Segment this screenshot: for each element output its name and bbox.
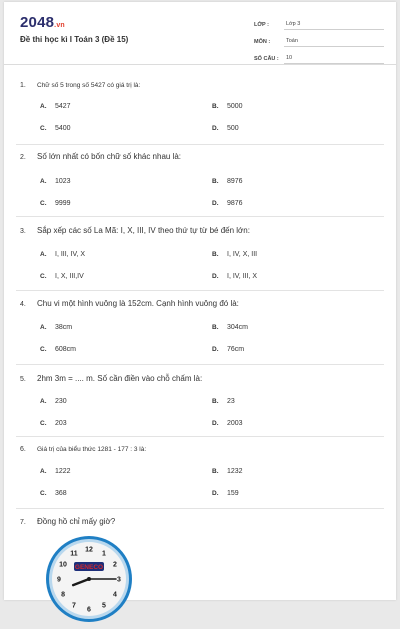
clock-numeral: 8: [61, 591, 65, 599]
option-d[interactable]: [212, 125, 239, 132]
question-stem: [20, 152, 380, 161]
option-letter: C.: [40, 420, 47, 427]
question-number: 7.: [20, 519, 26, 526]
option-a[interactable]: [40, 468, 71, 475]
option-letter: C.: [40, 200, 47, 207]
question-divider: [16, 144, 384, 145]
option-a[interactable]: [40, 103, 71, 110]
option-text: 8976: [227, 178, 243, 185]
option-c[interactable]: [40, 490, 67, 497]
meta-label: SỐ CÂU :: [254, 56, 279, 62]
option-text: 203: [55, 420, 67, 427]
option-b[interactable]: [212, 178, 243, 185]
option-text: 23: [227, 398, 235, 405]
option-text: 500: [227, 125, 239, 132]
question-text: Số lớn nhất có bốn chữ số khác nhau là:: [37, 152, 182, 161]
option-d[interactable]: [212, 273, 257, 280]
meta-value: Lớp 3: [284, 21, 384, 30]
clock-numeral: 6: [87, 606, 91, 614]
option-letter: D.: [212, 490, 219, 497]
question-stem: [20, 226, 380, 235]
question-number: 5.: [20, 376, 26, 383]
option-letter: A.: [40, 251, 47, 258]
option-letter: D.: [212, 125, 219, 132]
question-number: 2.: [20, 154, 26, 161]
option-letter: A.: [40, 324, 47, 331]
meta-row-count: [254, 50, 384, 64]
option-letter: B.: [212, 468, 219, 475]
option-text: 76cm: [227, 346, 245, 353]
option-text: 2003: [227, 420, 243, 427]
question-text: Sắp xếp các số La Mã: I, X, III, IV theo thứ tự từ bé đến lớn:: [37, 226, 250, 235]
clock-center: [87, 577, 91, 581]
question-text: 2hm 3m = .... m. Số cần điền vào chỗ chấm là:: [37, 374, 203, 383]
option-b[interactable]: [212, 324, 248, 331]
site-logo[interactable]: [20, 14, 65, 31]
option-text: 5000: [227, 103, 243, 110]
option-c[interactable]: [40, 273, 84, 280]
option-b[interactable]: [212, 103, 243, 110]
question-divider: [16, 364, 384, 365]
clock-numeral: 1: [102, 550, 106, 558]
option-text: 1232: [227, 468, 243, 475]
question-number: 6.: [20, 446, 26, 453]
option-c[interactable]: [40, 420, 67, 427]
option-letter: D.: [212, 420, 219, 427]
logo-domain: .vn: [54, 22, 65, 29]
clock-numeral: 3: [117, 576, 121, 584]
option-text: 608cm: [55, 346, 77, 353]
question-stem: [20, 299, 380, 308]
question-text: Giá trị của biểu thức 1281 - 177 : 3 là:: [37, 446, 147, 453]
option-text: 1222: [55, 468, 71, 475]
question-stem: [20, 82, 380, 89]
question-divider: [16, 436, 384, 437]
question-divider: [16, 508, 384, 509]
clock-numeral: 2: [113, 561, 117, 569]
question-text: Chu vi một hình vuông là 152cm. Cạnh hình vuông đó là:: [37, 299, 239, 308]
option-letter: C.: [40, 125, 47, 132]
option-text: I, IV, X, III: [227, 251, 258, 258]
question-text: Chữ số 5 trong số 5427 có giá trị là:: [37, 82, 141, 89]
option-letter: A.: [40, 398, 47, 405]
header: [4, 2, 396, 64]
meta-label: MÔN :: [254, 39, 271, 45]
exam-meta: [254, 16, 384, 67]
meta-row-class: [254, 16, 384, 30]
option-text: I, III, IV, X: [55, 251, 86, 258]
option-b[interactable]: [212, 468, 243, 475]
question-number: 3.: [20, 228, 26, 235]
meta-value: Toán: [284, 38, 384, 47]
clock-numeral: 4: [113, 591, 117, 599]
option-b[interactable]: [212, 398, 235, 405]
clock-icon: [44, 534, 134, 624]
question-number: 1.: [20, 82, 26, 89]
question-divider: [16, 216, 384, 217]
option-b[interactable]: [212, 251, 257, 258]
option-text: 5400: [55, 125, 71, 132]
option-text: 9876: [227, 200, 243, 207]
option-a[interactable]: [40, 178, 71, 185]
question-text: Đồng hồ chỉ mấy giờ?: [37, 517, 116, 526]
option-text: I, IV, III, X: [227, 273, 258, 280]
option-text: 304cm: [227, 324, 249, 331]
option-letter: C.: [40, 490, 47, 497]
option-letter: D.: [212, 346, 219, 353]
question-stem: [20, 446, 380, 453]
option-d[interactable]: [212, 200, 243, 207]
meta-value: 10: [284, 55, 384, 64]
option-a[interactable]: [40, 324, 72, 331]
option-text: 230: [55, 398, 67, 405]
clock-image: [44, 534, 134, 624]
exam-page: [4, 2, 396, 614]
clock-numeral: 10: [59, 561, 67, 569]
option-text: 38cm: [55, 324, 73, 331]
option-letter: C.: [40, 346, 47, 353]
clock-numeral: 5: [102, 602, 106, 610]
clock-numeral: 12: [85, 546, 93, 554]
question-number: 4.: [20, 301, 26, 308]
option-letter: B.: [212, 324, 219, 331]
option-d[interactable]: [212, 346, 244, 353]
question-stem: [20, 517, 380, 526]
option-letter: B.: [212, 178, 219, 185]
option-letter: A.: [40, 103, 47, 110]
option-letter: D.: [212, 273, 219, 280]
option-a[interactable]: [40, 251, 85, 258]
option-letter: A.: [40, 178, 47, 185]
clock-numeral: 7: [72, 602, 76, 610]
question-stem: [20, 374, 380, 383]
option-text: 9999: [55, 200, 71, 207]
option-letter: B.: [212, 103, 219, 110]
option-c[interactable]: [40, 346, 76, 353]
option-d[interactable]: [212, 420, 243, 427]
option-text: 1023: [55, 178, 71, 185]
option-d[interactable]: [212, 490, 239, 497]
option-a[interactable]: [40, 398, 67, 405]
option-letter: B.: [212, 251, 219, 258]
option-text: I, X, III,IV: [55, 273, 84, 280]
option-c[interactable]: [40, 200, 71, 207]
meta-label: LỚP :: [254, 22, 269, 28]
option-letter: D.: [212, 200, 219, 207]
option-text: 5427: [55, 103, 71, 110]
clock-numeral: 9: [57, 576, 61, 584]
option-text: 159: [227, 490, 239, 497]
option-letter: A.: [40, 468, 47, 475]
option-letter: B.: [212, 398, 219, 405]
question-divider: [16, 290, 384, 291]
option-text: 368: [55, 490, 67, 497]
exam-title: Đề thi học kì I Toán 3 (Đề 15): [20, 35, 129, 44]
clock-brand-text: GENECO: [74, 564, 104, 571]
meta-row-subject: [254, 33, 384, 47]
logo-text: 2048: [20, 14, 55, 31]
option-c[interactable]: [40, 125, 71, 132]
option-letter: C.: [40, 273, 47, 280]
clock-numeral: 11: [70, 550, 78, 558]
